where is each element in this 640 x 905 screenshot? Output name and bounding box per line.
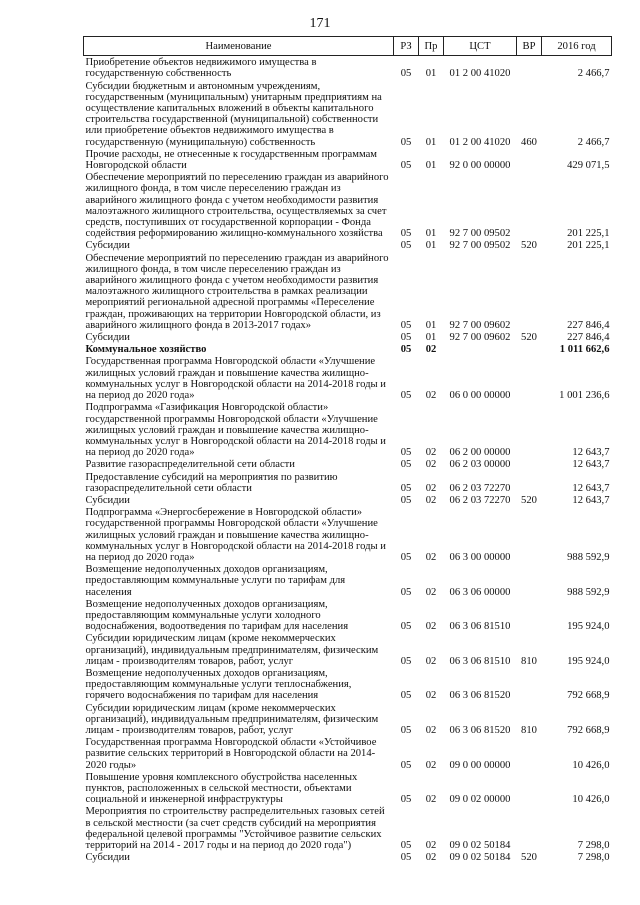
row-sum: 12 643,7 (572, 482, 610, 494)
row-vr (517, 805, 542, 851)
row-vr (517, 171, 542, 239)
table-row (84, 506, 612, 563)
row-rz: 05 (400, 240, 412, 252)
row-vr: 520 (521, 240, 537, 252)
row-pr: 01 (425, 240, 437, 252)
row-rz: 05 (400, 482, 412, 494)
row-pr: 02 (425, 482, 437, 494)
row-cst: 92 0 00 00000 (449, 160, 511, 172)
row-cst (444, 343, 517, 355)
row-sum: 12 643,7 (572, 447, 610, 459)
row-vr (517, 736, 542, 771)
row-sum: 227 846,4 (567, 319, 610, 331)
row-vr: 460 (521, 136, 537, 148)
row-cst: 92 7 00 09602 (449, 319, 511, 331)
row-name: Предоставление субсидий на мероприятия по развитию газораспределительной сети области (85, 471, 338, 494)
row-rz: 05 (400, 459, 412, 471)
col-header-year: 2016 год (542, 37, 612, 56)
row-name: Возмещение недополученных доходов организациям, предоставляющим коммунальные услуги по тарифам для населения (85, 564, 346, 598)
table-row (84, 239, 612, 251)
row-vr (517, 56, 542, 80)
row-vr (517, 471, 542, 494)
row-name: Коммунальное хозяйство (85, 344, 207, 356)
row-cst: 06 3 06 81520 (449, 724, 511, 736)
row-cst: 92 7 00 09502 (449, 228, 511, 240)
table-row (84, 401, 612, 458)
row-pr: 02 (425, 621, 437, 633)
row-sum: 1 001 236,6 (559, 390, 610, 402)
row-pr: 01 (425, 160, 437, 172)
row-name: Приобретение объектов недвижимого имущества в государственную собственность (85, 57, 317, 80)
row-name: Мероприятия по строительству распределительных газовых сетей в сельской местности (за счет средств субсидий на мероприятия федеральной целевой программы "Устойчивое развитие сельских территорий на 2014 - 2017 годы и на период до 2020 года") (85, 806, 385, 852)
table-body (84, 56, 612, 864)
col-header-name: Наименование (84, 37, 394, 56)
row-rz: 05 (400, 344, 412, 356)
row-pr: 02 (425, 344, 437, 356)
row-vr (517, 667, 542, 702)
row-sum: 988 592,9 (567, 586, 610, 598)
col-header-pr: Пр (419, 37, 444, 56)
row-pr: 01 (425, 228, 437, 240)
row-rz: 05 (400, 621, 412, 633)
col-header-cst: ЦСТ (444, 37, 517, 56)
row-rz: 05 (400, 390, 412, 402)
row-name: Субсидии (85, 852, 130, 864)
row-cst: 06 3 06 81520 (449, 690, 511, 702)
table-row (84, 736, 612, 771)
table-row (84, 805, 612, 851)
row-pr: 02 (425, 494, 437, 506)
row-vr (517, 563, 542, 598)
row-vr (517, 506, 542, 563)
row-name: Повышение уровня комплексного обустройства населенных пунктов, расположенных в сельской местности, объектами социальной и инженерной инфраструктуры (85, 771, 358, 806)
row-cst: 09 0 02 50184 (449, 840, 511, 852)
row-cst: 06 3 06 81510 (449, 655, 511, 667)
table-row (84, 632, 612, 667)
row-cst: 92 7 00 09602 (449, 332, 511, 344)
row-cst: 01 2 00 41020 (449, 136, 511, 148)
table-row (84, 702, 612, 737)
table-row (84, 355, 612, 401)
row-rz: 05 (400, 655, 412, 667)
row-cst: 06 2 03 72270 (449, 494, 511, 506)
row-cst: 06 3 00 00000 (449, 551, 511, 563)
row-sum: 201 225,1 (567, 228, 610, 240)
row-sum: 10 426,0 (572, 794, 610, 806)
row-vr (517, 598, 542, 633)
table-row (84, 771, 612, 806)
row-pr: 02 (425, 840, 437, 852)
row-name: Государственная программа Новгородской области «Устойчивое развитие сельских территорий в Новгородской области на 2014-2020 годы» (85, 737, 377, 771)
row-pr: 02 (425, 586, 437, 598)
page-number: 171 (309, 16, 331, 31)
row-sum: 2 466,7 (577, 68, 610, 80)
row-name: Прочие расходы, не отнесенные к государственным программам Новгородской области (85, 148, 377, 172)
row-pr: 02 (425, 724, 437, 736)
row-vr (517, 148, 542, 171)
table-row (84, 458, 612, 470)
row-name: Подпрограмма «Энергосбережение в Новгородской области» государственной программы Новгородской области «Улучшение жилищных условий граждан и повышение качества жилищно-коммунальных услуг в Новгородской области на 2014-2018 годы и на период до 2020 года» (85, 507, 386, 563)
row-name: Субсидии бюджетным и автономным учреждениям, государственным (муниципальным) унитарным предприятиям на осуществление капитальных вложений в объекты капитального строительства государственной (муниципальной) собственности или приобретение объектов недвижимого имущества в государственную (муниципальную) собственность (85, 80, 382, 148)
row-vr (517, 401, 542, 458)
table-row (84, 252, 612, 331)
table-row (84, 494, 612, 506)
col-header-vr: ВР (517, 37, 542, 56)
row-vr: 520 (521, 494, 537, 506)
row-sum: 195 924,0 (567, 655, 610, 667)
row-pr: 02 (425, 447, 437, 459)
row-rz: 05 (400, 447, 412, 459)
row-sum: 12 643,7 (572, 494, 610, 506)
row-pr: 01 (425, 332, 437, 344)
col-header-rz: РЗ (394, 37, 419, 56)
row-cst: 92 7 00 09502 (449, 240, 511, 252)
budget-table (83, 36, 612, 863)
row-pr: 01 (425, 136, 437, 148)
row-rz: 05 (400, 840, 412, 852)
row-pr: 02 (425, 852, 437, 864)
row-cst: 09 0 02 00000 (449, 794, 511, 806)
table-row (84, 598, 612, 633)
row-pr: 02 (425, 794, 437, 806)
row-name: Развитие газораспределительной сети области (85, 459, 295, 471)
row-sum: 1 011 662,6 (559, 344, 610, 356)
row-rz: 05 (400, 586, 412, 598)
row-name: Субсидии (85, 332, 130, 344)
row-name: Возмещение недополученных доходов организациям, предоставляющим коммунальные услуги теплоснабжения, горячего водоснабжения по тарифам для населения (85, 667, 352, 702)
row-cst: 06 0 00 00000 (449, 390, 511, 402)
row-rz: 05 (400, 160, 412, 172)
row-rz: 05 (400, 332, 412, 344)
row-rz: 05 (400, 228, 412, 240)
row-sum: 7 298,0 (577, 840, 610, 852)
row-sum: 195 924,0 (567, 621, 610, 633)
row-pr: 02 (425, 459, 437, 471)
row-vr: 520 (521, 332, 537, 344)
row-name: Государственная программа Новгородской области «Улучшение жилищных условий граждан и повышение качества жилищно-коммунальных услуг в Новгородской области на 2014-2018 годы и на период до 2020 года» (85, 356, 386, 402)
table-row (84, 171, 612, 239)
row-sum: 429 071,5 (567, 160, 610, 172)
row-vr (517, 458, 542, 470)
row-cst: 01 2 00 41020 (449, 68, 511, 80)
row-pr: 01 (425, 319, 437, 331)
row-vr (517, 252, 542, 331)
row-pr: 02 (425, 759, 437, 771)
row-cst: 06 2 03 00000 (449, 459, 511, 471)
row-cst: 06 2 00 00000 (449, 447, 511, 459)
row-rz: 05 (400, 494, 412, 506)
row-cst: 09 0 02 50184 (449, 852, 511, 864)
row-cst: 06 2 03 72270 (449, 482, 511, 494)
row-sum: 2 466,7 (577, 136, 610, 148)
table-row (84, 563, 612, 598)
table-row (84, 667, 612, 702)
row-sum: 227 846,4 (567, 332, 610, 344)
row-cst: 06 3 06 81510 (449, 621, 511, 633)
row-vr: 810 (521, 655, 537, 667)
table-header-row (84, 37, 612, 56)
row-rz: 05 (400, 551, 412, 563)
row-sum: 792 668,9 (567, 690, 610, 702)
table-row (84, 851, 612, 863)
row-vr (517, 355, 542, 401)
table-row (84, 148, 612, 171)
row-vr (517, 771, 542, 806)
row-rz: 05 (400, 794, 412, 806)
row-sum: 792 668,9 (567, 724, 610, 736)
row-cst: 06 3 06 00000 (449, 586, 511, 598)
row-name: Субсидии (85, 494, 130, 506)
table-row (84, 80, 612, 148)
row-sum: 201 225,1 (567, 240, 610, 252)
row-name: Субсидии юридическим лицам (кроме некоммерческих организаций), индивидуальным предпринимателям, физическим лицам - производителям товаров, работ, услуг (85, 633, 379, 667)
row-name: Обеспечение мероприятий по переселению граждан из аварийного жилищного фонда, в том числе переселению граждан из аварийного жилищного фонда с учетом необходимости развития малоэтажного жилищного строительства в рамках реализации мероприятий региональной адресной программы «Переселение граждан, проживающих на территории Новгородской области, из аварийного жилищного фонда в 2013-2017 годах» (85, 252, 389, 331)
row-name: Подпрограмма «Газификация Новгородской области» государственной программы Новгородской области «Улучшение жилищных условий граждан и повышение качества жилищно-коммунальных услуг в Новгородской области на 2014-2018 годы и на период до 2020 года» (85, 402, 386, 459)
table-row (84, 471, 612, 494)
row-rz: 05 (400, 724, 412, 736)
row-name: Обеспечение мероприятий по переселению граждан из аварийного жилищного фонда, в том числе переселению граждан из аварийного жилищного фонда с учетом необходимости развития малоэтажного жилищного строительства, осуществляемых за счет средств, поступивших от государственной корпорации - Фонда содействия реформированию жилищно-коммунального хозяйства (85, 172, 389, 240)
row-name: Субсидии (85, 240, 130, 252)
row-sum: 10 426,0 (572, 759, 610, 771)
row-cst: 09 0 00 00000 (449, 759, 511, 771)
row-pr: 01 (425, 68, 437, 80)
row-rz: 05 (400, 759, 412, 771)
row-pr: 02 (425, 551, 437, 563)
row-rz: 05 (400, 852, 412, 864)
table-row (84, 343, 612, 355)
row-rz: 05 (400, 690, 412, 702)
row-name: Возмещение недополученных доходов организациям, предоставляющим коммунальные услуги холодного водоснабжения, водоотведения по тарифам для населения (85, 598, 349, 633)
row-rz: 05 (400, 136, 412, 148)
row-vr: 520 (521, 852, 537, 864)
table-row (84, 56, 612, 80)
row-pr: 02 (425, 655, 437, 667)
row-rz: 05 (400, 319, 412, 331)
row-rz: 05 (400, 68, 412, 80)
row-pr: 02 (425, 690, 437, 702)
row-sum: 7 298,0 (577, 852, 610, 864)
row-vr (517, 343, 542, 355)
row-sum: 12 643,7 (572, 459, 610, 471)
table-row (84, 331, 612, 343)
row-sum: 988 592,9 (567, 551, 610, 563)
row-vr: 810 (521, 724, 537, 736)
row-name: Субсидии юридическим лицам (кроме некоммерческих организаций), индивидуальным предпринимателям, физическим лицам - производителям товаров, работ, услуг (85, 702, 379, 736)
row-pr: 02 (425, 390, 437, 402)
